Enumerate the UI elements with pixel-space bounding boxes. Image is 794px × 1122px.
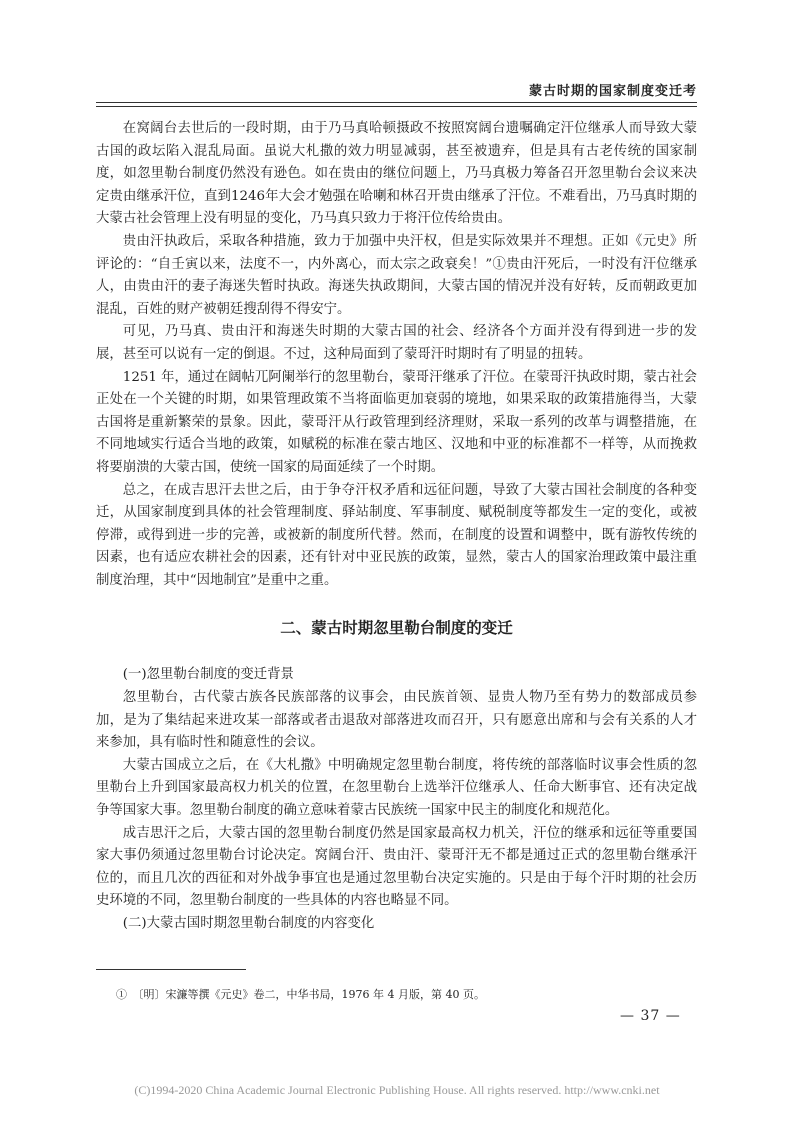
body-paragraph: 在窝阔台去世后的一段时期，由于乃马真哈顿摄政不按照窝阔台遗嘱确定汗位继承人而导致大蒙古国的政坛陷入混乱局面。虽说大札撒的效力明显减弱，甚至被遗弃，但是具有古老传统的国家制度，如忽里勒台制度仍然没有逊色。如在贵由的继位问题上，乃马真极力筹备召开忽里勒台会议来决定贵由继承汗位，直到1246年大会才勉强在哈喇和林召开贵由继承了汗位。不难看出，乃马真时期的大蒙古社会管理上没有明显的变化，乃马真只致力于将汗位传给贵由。 [96,121,697,227]
body-paragraph: 可见，乃马真、贵由汗和海迷失时期的大蒙古国的社会、经济各个方面并没有得到进一步的发展，甚至可以说有一定的倒退。不过，这种局面到了蒙哥汗时期时有了明显的扭转。 [96,324,697,362]
section-title: 二、蒙古时期忽里勒台制度的变迁 [280,619,513,638]
body-text [96,118,697,936]
subheading: (二)大蒙古国时期忽里勒台制度的内容变化 [122,916,375,931]
body-paragraph: 总之，在成吉思汗去世之后，由于争夺汗权矛盾和远征问题，导致了大蒙古国社会制度的各种变迁，从国家制度到具体的社会管理制度、驿站制度、军事制度、赋税制度等都发生一定的变化，或被停滞，或得到进一步的完善，或被新的制度所代替。然而，在制度的设置和调整中，既有游牧传统的因素，也有适应农耕社会的因素，还有针对中亚民族的政策，显然，蒙古人的国家治理政策中最注重制度治理，其中“因地制宜”是重中之重。 [96,482,697,588]
subheading: (一)忽里勒台制度的变迁背景 [122,667,294,683]
body-paragraph: 贵由汗执政后，采取各种措施，致力于加强中央汗权，但是实际效果并不理想。正如《元史》所评论的：“自壬寅以来，法度不一，内外离心，而太宗之政衰矣！”①贵由汗死后，一时没有汗位继承人，由贵由汗的妻子海迷失暂时执政。海迷失执政期间，大蒙古国的情况并没有好转，反而朝政更加混乱，百姓的财产被朝廷搜刮得不得安宁。 [96,233,697,317]
header-rule-thin [96,106,697,107]
footnote: ① 〔明〕宋濂等撰《元史》卷二，中华书局，1976 年 4 月版，第 40 页。 [116,988,485,1001]
footnote-rule [96,969,246,970]
body-paragraph: 成吉思汗之后，大蒙古国的忽里勒台制度仍然是国家最高权力机关，汗位的继承和远征等重要国家大事仍须通过忽里勒台讨论决定。窝阔台汗、贵由汗、蒙哥汗无不都是通过正式的忽里勒台继承汗位的，而且几次的西征和对外战争事宜也是通过忽里勒台决定实施的。只是由于每个汗时期的社会历史环境的不同，忽里勒台制度的一些具体的内容也略显不同。 [96,825,697,909]
copyright-notice: (C)1994-2020 China Academic Journal Electronic Publishing House. All rights reserved. http://www.cnki.net [134,1083,660,1097]
body-paragraph: 1251 年，通过在阔帖兀阿阑举行的忽里勒台，蒙哥汗继承了汗位。在蒙哥汗执政时期，蒙古社会正处在一个关键的时期，如果管理政策不当将面临更加衰弱的境地，如果采取的政策措施得当，大蒙古国将是重新繁荣的景象。因此，蒙哥汗从行政管理到经济理财，采取一系列的改革与调整措施，在不同地域实行适合当地的政策，如赋税的标准在蒙古地区、汉地和中亚的标准都不一样等，从而挽救将要崩溃的大蒙古国，使统一国家的局面延续了一个时期。 [96,369,697,475]
header-rule-thick [96,102,697,103]
page-number: — 37 — [620,1008,681,1024]
running-header [96,80,697,104]
running-header-title: 蒙古时期的国家制度变迁考 [528,84,697,99]
body-paragraph: 忽里勒台，古代蒙古族各民族部落的议事会，由民族首领、显贵人物乃至有势力的数部成员参加，是为了集结起来进攻某一部落或者击退敌对部落进攻而召开，只有愿意出席和与会有关系的人才来参加，具有临时性和随意性的会议。 [96,690,697,751]
body-paragraph: 大蒙古国成立之后，在《大札撒》中明确规定忽里勒台制度，将传统的部落临时议事会性质的忽里勒台上升到国家最高权力机关的位置，在忽里勒台上选举汗位继承人、任命大断事官、还有决定战争等国家大事。忽里勒台制度的确立意味着蒙古民族统一国家中民主的制度化和规范化。 [96,757,697,819]
